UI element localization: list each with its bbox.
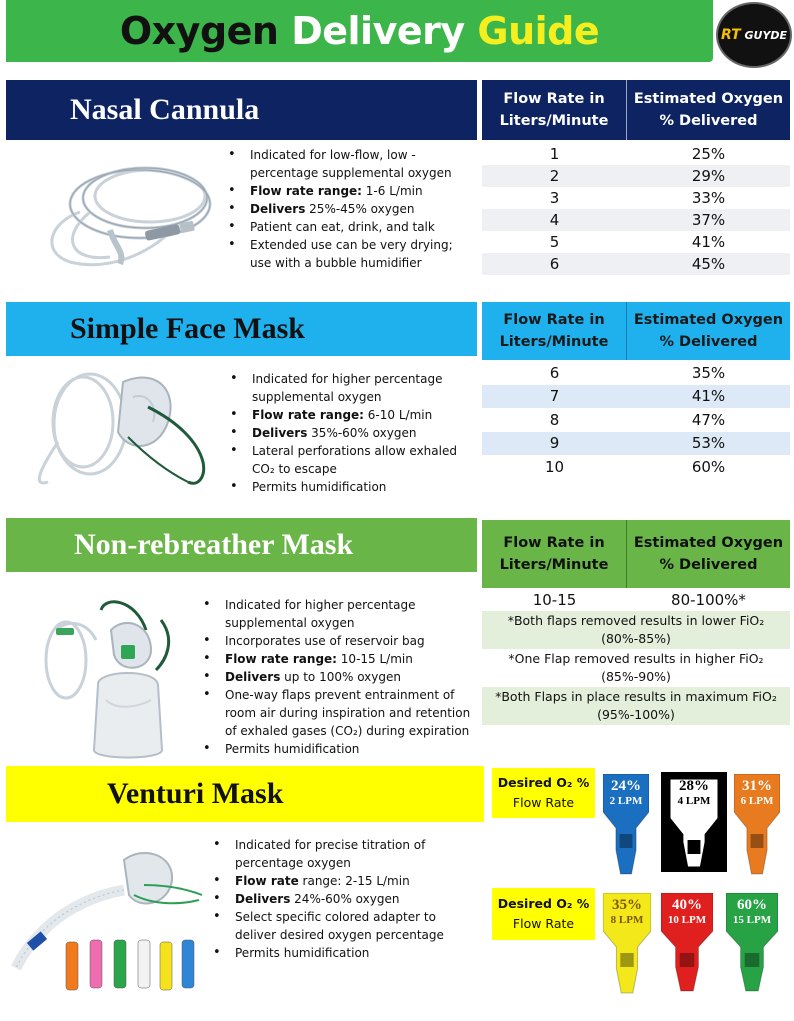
list-item: • Permits humidification [201,740,473,758]
table-row [482,253,790,275]
flow-rate-column-header: Flow Rate in Liters/Minute [482,520,627,588]
title-word-oxygen: Oxygen [119,9,279,53]
percent-cell: 37% [691,211,726,229]
adapter-label [726,897,778,927]
list-item: • Delivers 35%-60% oxygen [228,424,478,442]
page-banner [6,0,713,62]
flow-cell: 7 [549,387,560,406]
list-item: • Patient can eat, drink, and talk [226,218,476,236]
adapter-percent: 24% [611,778,641,794]
nasal-cannula-table [482,143,790,275]
oxygen-percent-column-header: Estimated Oxygen % Delivered [633,91,784,129]
adapter-flow: 8 LPM [610,914,644,926]
flow-rate-column-header: Flow Rate in Liters/Minute [482,302,627,360]
non-rebreather-bullets [201,596,473,758]
venturi-mask-image [4,840,204,998]
list-item: • Permits humidification [228,478,478,496]
table-row [482,143,790,165]
bullet-emphasis: Delivers [225,670,281,684]
flap-note: *One Flap removed results in higher FiO₂ (85%-90%) [508,651,764,684]
non-rebreather-table [482,589,790,725]
adapter-flow: 10 LPM [667,914,707,926]
venturi-adapter [734,774,780,880]
list-item: • Extended use can be very drying; use with a bubble humidifier [226,236,476,272]
title-word-delivery: Delivery [291,9,465,53]
bullet-emphasis: Delivers [235,892,291,906]
bullet-emphasis: Delivers [252,426,308,440]
list-item: • Flow rate range: 6-10 L/min [228,406,478,424]
nasal-cannula-header: Nasal Cannula [6,80,477,140]
venturi-legend-label [492,888,595,940]
venturi-adapter [661,893,713,997]
nasal-cannula-image [30,152,220,280]
list-item: • Select specific colored adapter to deliver desired oxygen percentage [211,908,473,944]
simple-face-mask-image [28,362,218,497]
adapter-label [603,778,649,808]
flow-cell: 9 [549,434,560,453]
oxygen-percent-column-header: Estimated Oxygen % Delivered [633,312,784,350]
table-row [482,432,790,456]
non-rebreather-table-header [482,520,790,588]
adapter-percent: 35% [612,897,642,913]
title-word-guide: Guide [477,9,600,53]
table-row [482,385,790,409]
venturi-legend-label [492,768,595,818]
adapter-flow: 6 LPM [740,795,774,807]
list-item: • Delivers up to 100% oxygen [201,668,473,686]
percent-cell: 35% [691,363,726,382]
flow-cell: 8 [549,410,560,429]
simple-face-mask-table-header [482,302,790,360]
venturi-adapter [603,893,651,999]
flow-rate-column-header: Flow Rate in Liters/Minute [482,80,627,140]
list-item: • Lateral perforations allow exhaled CO₂ to escape [228,442,478,478]
flow-cell: 3 [549,189,560,207]
percent-cell: 53% [691,434,726,453]
list-item: • Indicated for higher percentage supplemental oxygen [228,370,478,406]
table-row [482,455,790,479]
desired-o2-label: Desired O₂ % [497,775,590,790]
list-item: • Incorporates use of reservoir bag [201,632,473,650]
flow-cell: 5 [549,233,560,251]
percent-cell: 25% [691,145,726,163]
bullet-emphasis: Flow rate range: [250,184,362,198]
rt-guyde-logo: RT GUYDE [716,2,792,68]
nasal-cannula-bullets [226,146,476,272]
flow-rate-label: Flow Rate [512,795,575,810]
flow-cell: 6 [549,363,560,382]
adapter-label [661,897,713,927]
adapter-percent: 31% [742,778,772,794]
venturi-adapter [603,774,649,880]
venturi-adapter [726,893,778,997]
flow-cell: 10 [544,457,565,476]
table-row [482,361,790,385]
percent-cell: 60% [691,457,726,476]
table-row [482,589,790,611]
adapter-percent: 40% [672,897,702,913]
adapter-label [603,897,651,927]
simple-face-mask-bullets [228,370,478,496]
flow-rate-label: Flow Rate [512,916,575,931]
adapter-percent: 28% [679,778,709,794]
nasal-cannula-table-header [482,80,790,140]
percent-cell: 41% [691,387,726,406]
list-item: • Indicated for low-flow, low - percentage supplemental oxygen [226,146,476,182]
venturi-mask-header: Venturi Mask [6,766,484,822]
list-item: • Indicated for higher percentage supplemental oxygen [201,596,473,632]
page-title [120,9,599,53]
table-row [482,187,790,209]
adapter-flow: 4 LPM [677,795,711,807]
simple-face-mask-table [482,361,790,479]
percent-cell: 47% [691,410,726,429]
venturi-adapter [661,772,727,872]
percent-cell: 80-100%* [671,591,746,609]
percent-cell: 45% [691,255,726,273]
bullet-emphasis: Flow rate [235,874,299,888]
desired-o2-label: Desired O₂ % [497,896,590,911]
list-item: • Permits humidification [211,944,473,962]
percent-cell: 41% [691,233,726,251]
non-rebreather-image [26,590,196,762]
flow-cell: 6 [549,255,560,273]
list-item: • One-way flaps prevent entrainment of room air during inspiration and retention of exhaled gases (CO₂) during expiration [201,686,473,740]
bullet-emphasis: Delivers [250,202,306,216]
bullet-emphasis: Flow rate range: [225,652,337,666]
percent-cell: 29% [691,167,726,185]
list-item: • Flow rate range: 2-15 L/min [211,872,473,890]
table-row [482,231,790,253]
flow-cell: 10-15 [532,591,577,609]
adapter-label [661,778,727,808]
flow-cell: 2 [549,167,560,185]
non-rebreather-header: Non-rebreather Mask [6,518,477,572]
list-item: • Indicated for precise titration of percentage oxygen [211,836,473,872]
adapter-label [734,778,780,808]
list-item: • Flow rate range: 1-6 L/min [226,182,476,200]
adapter-flow: 15 LPM [732,914,772,926]
oxygen-percent-column-header: Estimated Oxygen % Delivered [633,535,784,573]
adapter-percent: 60% [737,897,767,913]
flow-cell: 1 [549,145,560,163]
percent-cell: 33% [691,189,726,207]
list-item: • Flow rate range: 10-15 L/min [201,650,473,668]
table-row [482,165,790,187]
table-row [482,408,790,432]
adapter-flow: 2 LPM [609,795,643,807]
list-item: • Delivers 24%-60% oxygen [211,890,473,908]
flow-cell: 4 [549,211,560,229]
table-row [482,209,790,231]
flap-note: *Both Flaps in place results in maximum FiO₂ (95%-100%) [482,687,790,725]
venturi-mask-bullets [211,836,473,962]
simple-face-mask-header: Simple Face Mask [6,302,477,356]
bullet-emphasis: Flow rate range: [252,408,364,422]
flap-note: *Both flaps removed results in lower FiO₂ (80%-85%) [482,611,790,649]
list-item: • Delivers 25%-45% oxygen [226,200,476,218]
